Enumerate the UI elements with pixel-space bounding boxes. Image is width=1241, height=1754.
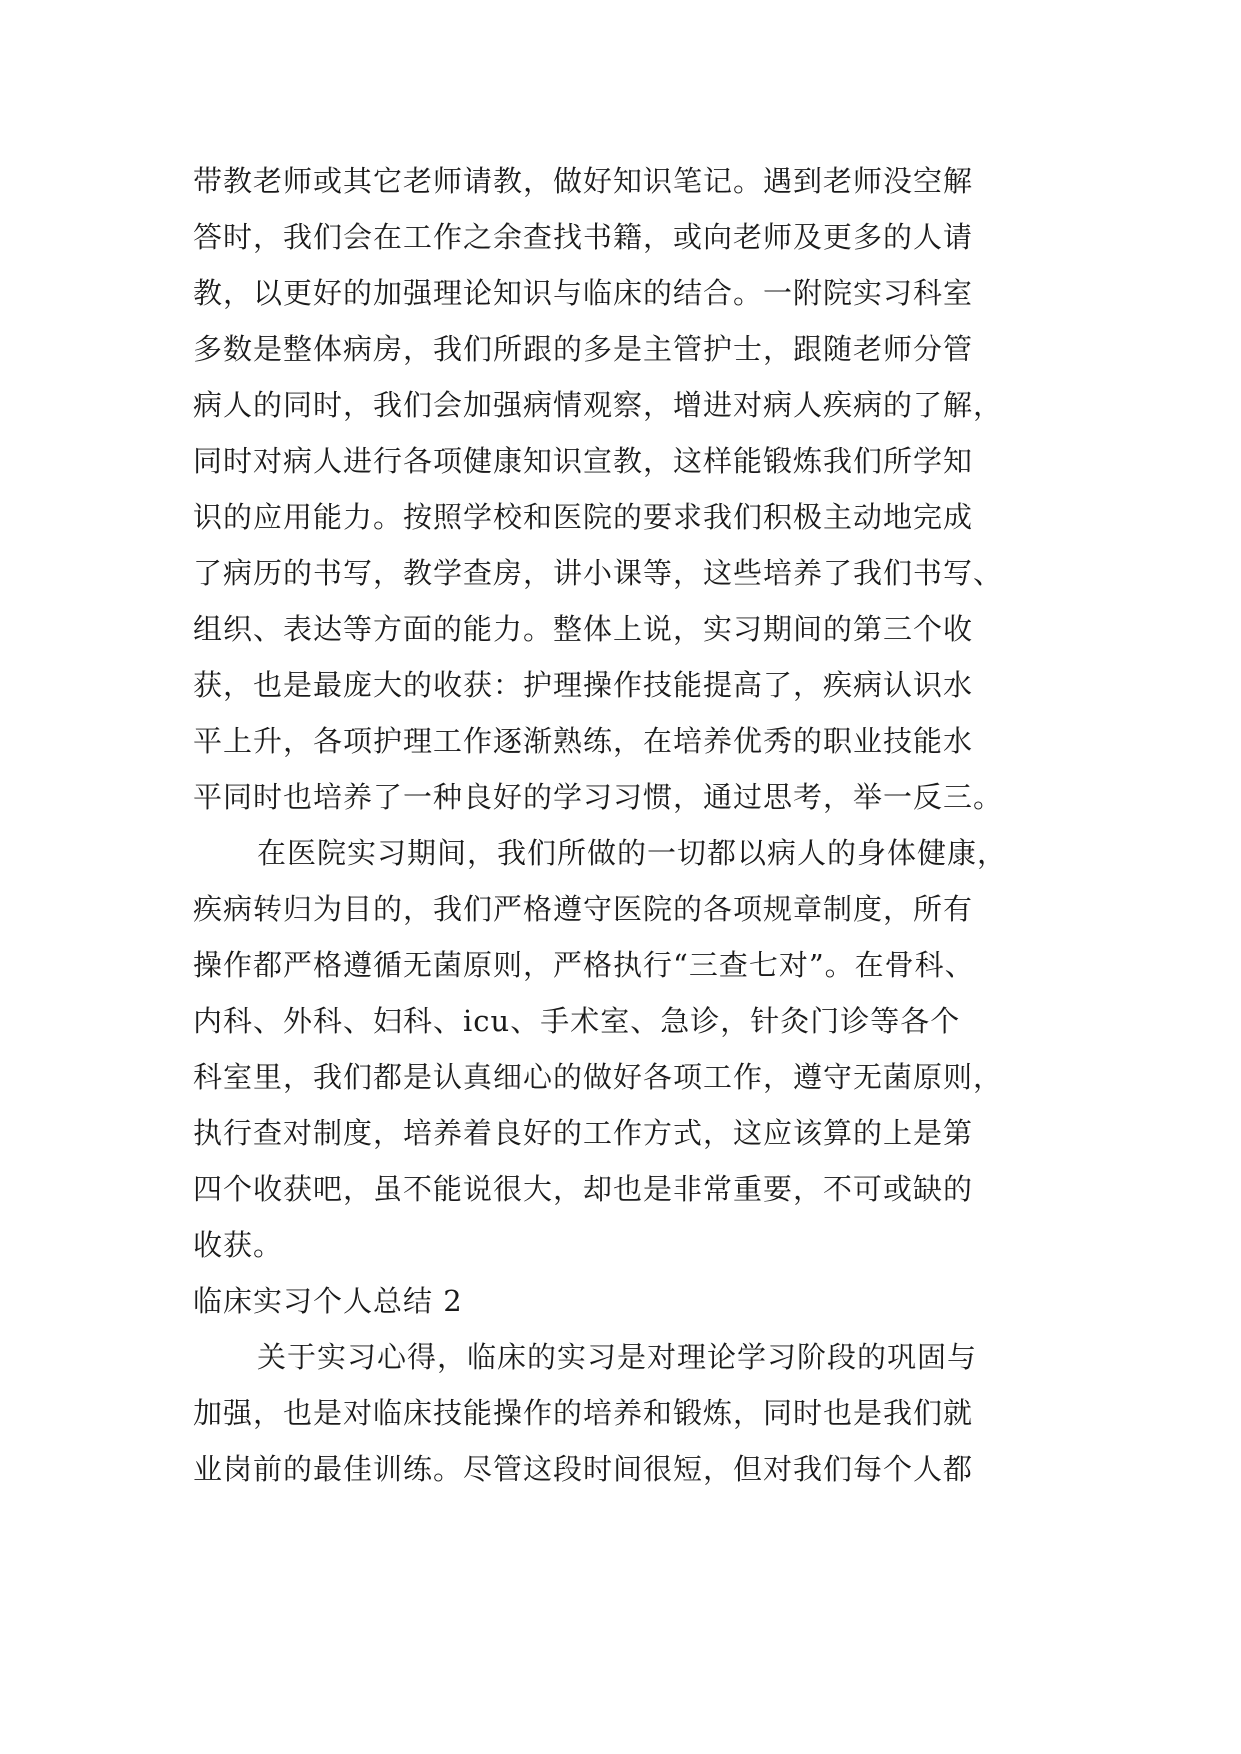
text-line: 加强，也是对临床技能操作的培养和锻炼，同时也是我们就 [193, 1396, 974, 1430]
text-line: 组织、表达等方面的能力。整体上说，实习期间的第三个收 [193, 612, 974, 646]
text-line: 平同时也培养了一种良好的学习习惯，通过思考，举一反三。 [193, 780, 1004, 814]
text-line: 执行查对制度，培养着良好的工作方式，这应该算的上是第 [193, 1116, 974, 1150]
text-line: 业岗前的最佳训练。尽管这段时间很短，但对我们每个人都 [193, 1452, 974, 1486]
text-line: 带教老师或其它老师请教，做好知识笔记。遇到老师没空解 [193, 164, 974, 198]
text-line: 答时，我们会在工作之余查找书籍，或向老师及更多的人请 [193, 220, 974, 254]
text-line: 教，以更好的加强理论知识与临床的结合。一附院实习科室 [193, 276, 974, 310]
text-line: 在医院实习期间，我们所做的一切都以病人的身体健康， [257, 836, 1008, 870]
text-line: 关于实习心得，临床的实习是对理论学习阶段的巩固与 [257, 1340, 978, 1374]
text-line: 平上升，各项护理工作逐渐熟练，在培养优秀的职业技能水 [193, 724, 974, 758]
text-line: 了病历的书写，教学查房，讲小课等，这些培养了我们书写、 [193, 556, 1004, 590]
text-line: 四个收获吧，虽不能说很大，却也是非常重要，不可或缺的 [193, 1172, 974, 1206]
text-line: 疾病转归为目的，我们严格遵守医院的各项规章制度，所有 [193, 892, 974, 926]
text-line: 内科、外科、妇科、icu、手术室、急诊，针灸门诊等各个 [193, 1004, 961, 1038]
text-line: 收获。 [193, 1228, 284, 1262]
text-line: 识的应用能力。按照学校和医院的要求我们积极主动地完成 [193, 500, 974, 534]
text-line: 同时对病人进行各项健康知识宣教，这样能锻炼我们所学知 [193, 444, 974, 478]
section-heading: 临床实习个人总结 2 [193, 1284, 463, 1318]
text-line: 科室里，我们都是认真细心的做好各项工作，遵守无菌原则， [193, 1060, 1004, 1094]
text-line: 病人的同时，我们会加强病情观察，增进对病人疾病的了解， [193, 388, 1004, 422]
text-line: 获，也是最庞大的收获：护理操作技能提高了，疾病认识水 [193, 668, 974, 702]
text-line: 操作都严格遵循无菌原则，严格执行“三查七对”。在骨科、 [193, 948, 975, 982]
text-line: 多数是整体病房，我们所跟的多是主管护士，跟随老师分管 [193, 332, 974, 366]
